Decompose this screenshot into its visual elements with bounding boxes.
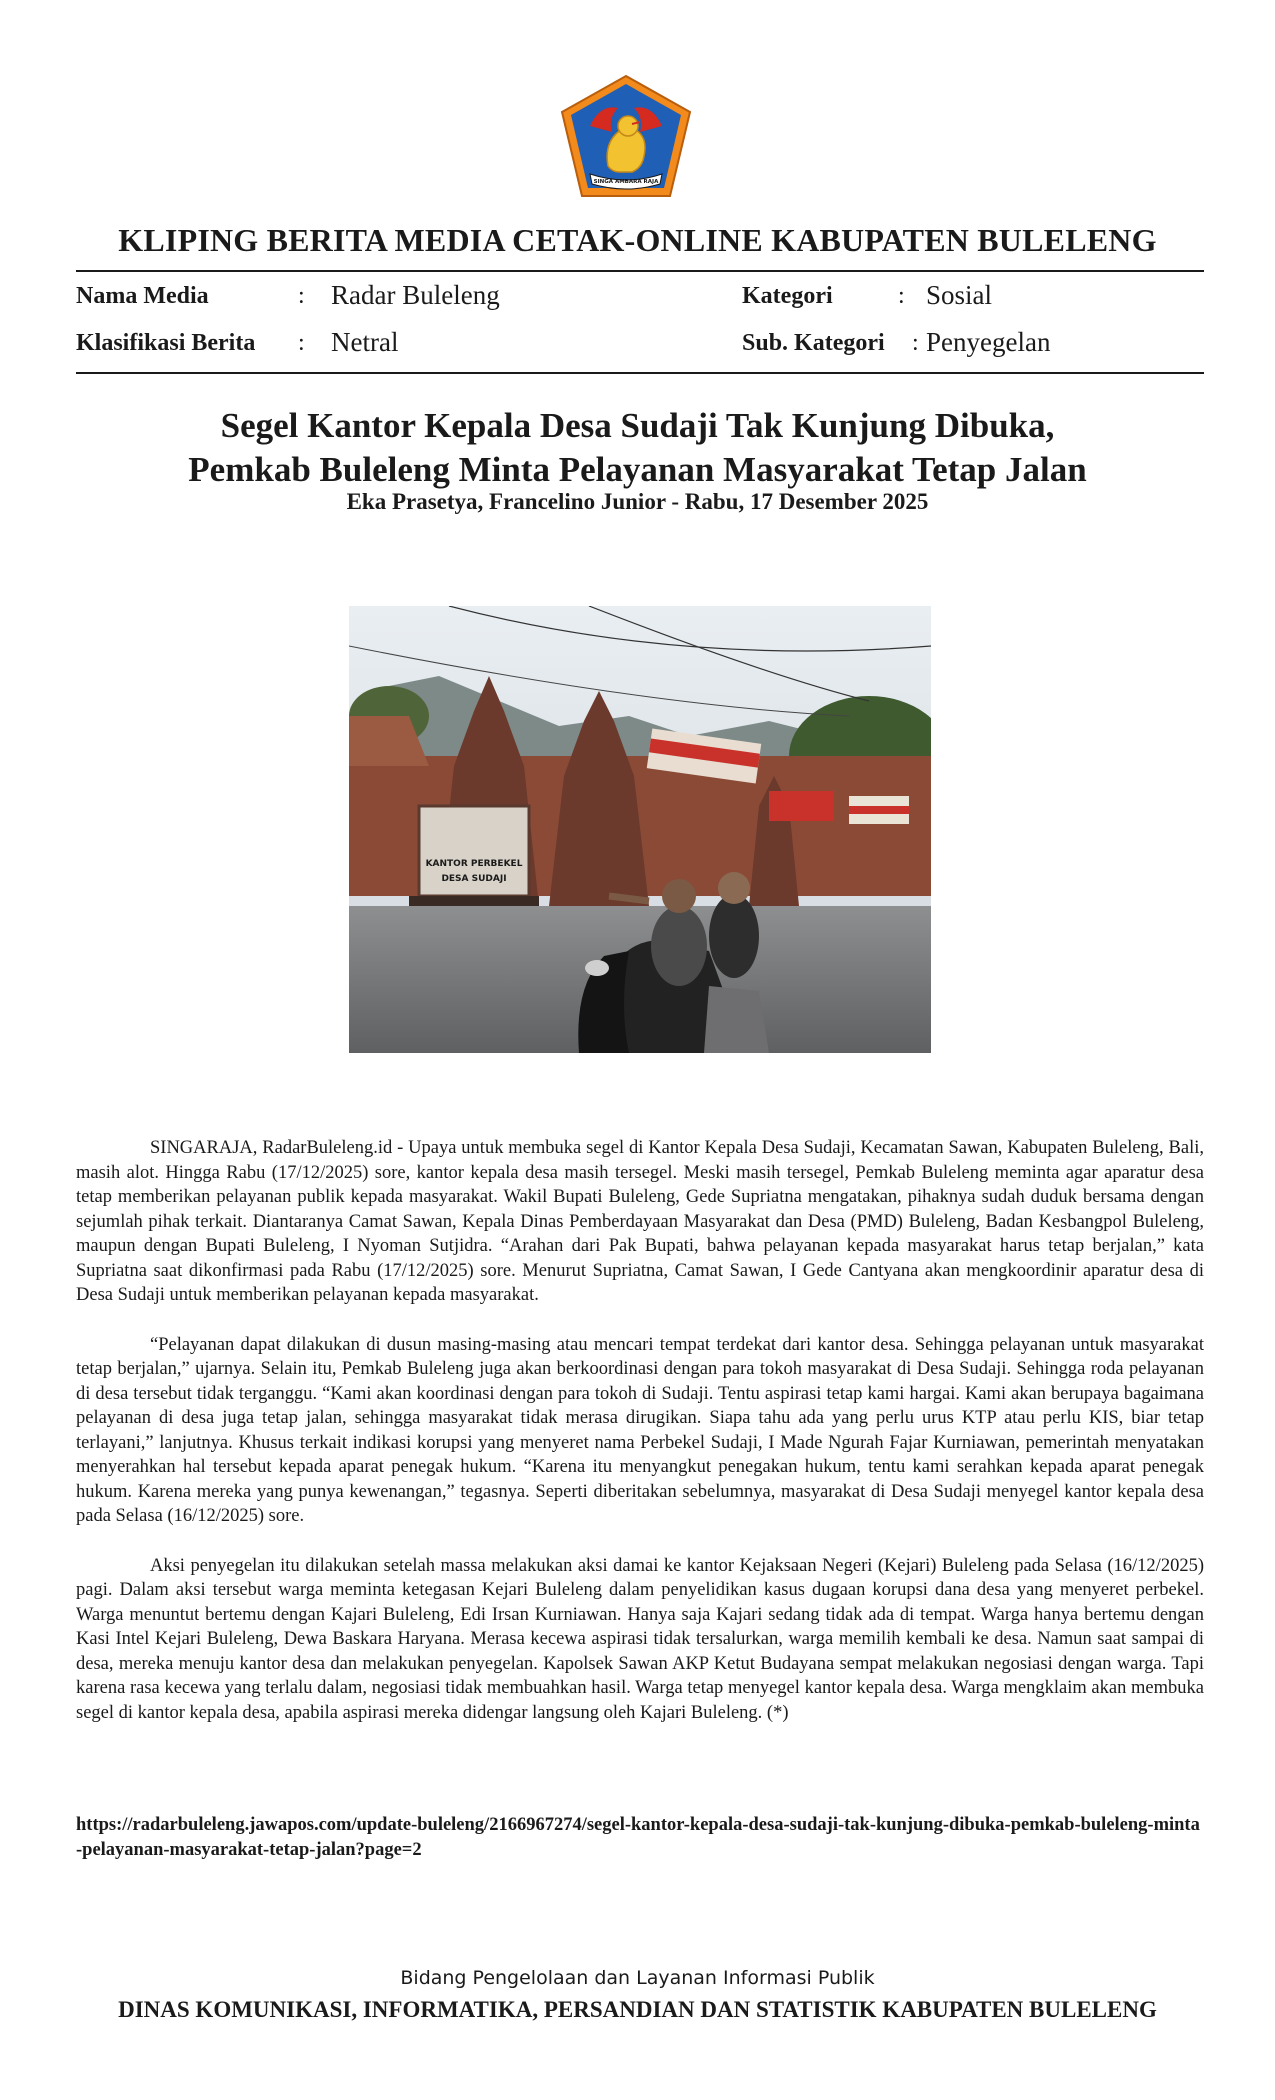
photo-sign-line-2: DESA SUDAJI: [441, 874, 507, 884]
header-rule-top: [76, 270, 1204, 272]
footer-unit: Bidang Pengelolaan dan Layanan Informasi Publik: [400, 1967, 875, 1989]
classification-value: Netral: [331, 327, 399, 357]
clipping-header-title: KLIPING BERITA MEDIA CETAK-ONLINE KABUPATEN BULELENG: [118, 222, 1157, 258]
media-value: Radar Buleleng: [331, 280, 500, 310]
category-label: Kategori: [742, 283, 833, 309]
article-paragraph-1: SINGARAJA, RadarBuleleng.id - Upaya untuk membuka segel di Kantor Kepala Desa Sudaji, Kecamatan Sawan, Kabupaten Buleleng, Bali, masih alot. Hingga Rabu (17/12/2025) sore, kantor kepala desa masih tersegel. Meski masih tersegel, Pemkab Buleleng meminta agar aparatur desa tetap memberikan pelayanan publik kepada masyarakat. Wakil Bupati Buleleng, Gede Supriatna mengatakan, pihaknya sudah duduk bersama dengan sejumlah pihak terkait. Diantaranya Camat Sawan, Kepala Dinas Pemberdayaan Masyarakat dan Desa (PMD) Buleleng, Badan Kesbangpol Buleleng, maupun dengan Bupati Buleleng, I Nyoman Sutjidra. “Arahan dari Pak Bupati, bahwa pelayanan kepada masyarakat harus tetap berjalan,” kata Supriatna saat dikonfirmasi pada Rabu (17/12/2025) sore. Menurut Supriatna, Camat Sawan, I Gede Cantyana akan mengkoordinir aparatur desa di Desa Sudaji untuk memberikan pelayanan kepada masyarakat.: [76, 1138, 1204, 1305]
article-photo: [349, 606, 931, 1053]
photo-sign-line-1: KANTOR PERBEKEL: [425, 859, 523, 869]
header-rule-bottom: [76, 372, 1204, 374]
buleleng-crest-logo: [560, 74, 692, 200]
headline-line-1: Segel Kantor Kepala Desa Sudaji Tak Kunjung Dibuka,: [220, 406, 1055, 445]
classification-label: Klasifikasi Berita: [76, 330, 256, 356]
article-byline: Eka Prasetya, Francelino Junior - Rabu, 17 Desember 2025: [346, 489, 929, 514]
subcategory-label: Sub. Kategori: [742, 330, 885, 356]
footer-agency: DINAS KOMUNIKASI, INFORMATIKA, PERSANDIAN DAN STATISTIK KABUPATEN BULELENG: [118, 1997, 1157, 2022]
category-colon: :: [898, 283, 905, 309]
article-paragraph-2: “Pelayanan dapat dilakukan di dusun masing-masing atau mencari tempat terdekat dari kantor desa. Sehingga pelayanan untuk masyarakat tetap berjalan,” ujarnya. Selain itu, Pemkab Buleleng juga akan berkoordinasi dengan para tokoh masyarakat di Desa Sudaji. Sehingga roda pelayanan di desa tersebut tidak terganggu. “Kami akan koordinasi dengan para tokoh di Sudaji. Tentu aspirasi tetap kami hargai. Kami akan berupaya bagaimana pelayanan di desa juga tetap jalan, sehingga masyarakat tidak merasa dirugikan. Siapa tahu ada yang perlu urus KTP atau perlu KIS, biar tetap terlayani,” lanjutnya. Khusus terkait indikasi korupsi yang menyeret nama Perbekel Sudaji, I Made Ngurah Fajar Kurniawan, pemerintah menyatakan menyerahkan hal tersebut kepada aparat penegak hukum. “Karena itu menyangkut penegakan hukum, tentu kami serahkan kepada aparat penegak hukum. Karena mereka yang punya kewenangan,” tegasnya. Seperti diberitakan sebelumnya, masyarakat di Desa Sudaji menyegel kantor kepala desa pada Selasa (16/12/2025) sore.: [76, 1334, 1204, 1526]
subcategory-value: Penyegelan: [926, 327, 1051, 357]
media-label: Nama Media: [76, 283, 209, 309]
subcategory-colon: :: [912, 330, 919, 356]
classification-colon: :: [298, 330, 305, 356]
logo-motto: SINGA AMBARA RAJA: [593, 179, 659, 185]
article-paragraph-3: Aksi penyegelan itu dilakukan setelah massa melakukan aksi damai ke kantor Kejaksaan Negeri (Kejari) Buleleng pada Selasa (16/12/2025) pagi. Dalam aksi tersebut warga meminta ketegasan Kejari Buleleng dalam penyelidikan kasus dugaan korupsi dana desa yang menyeret perbekel. Warga menuntut bertemu dengan Kajari Buleleng, Edi Irsan Kurniawan. Hanya saja Kajari sedang tidak ada di tempat. Warga hanya bertemu dengan Kasi Intel Kejari Buleleng, Dewa Baskara Haryana. Merasa kecewa aspirasi tidak tersalurkan, warga memilih kembali ke desa. Namun saat sampai di desa, mereka menuju kantor desa dan melakukan penyegelan. Kapolsek Sawan AKP Ketut Budayana sempat melakukan negosiasi dengan warga. Tapi karena rasa kecewa yang terlalu dalam, negosiasi tidak membuahkan hasil. Warga tetap menyegel kantor kepala desa. Warga mengklaim akan membuka segel di kantor kepala desa, apabila aspirasi mereka didengar langsung oleh Kajari Buleleng. (*): [76, 1555, 1204, 1723]
category-value: Sosial: [926, 280, 993, 310]
article-body: [76, 1136, 1204, 1750]
media-colon: :: [298, 283, 305, 309]
source-url-link[interactable]: https://radarbuleleng.jawapos.com/update-buleleng/2166967274/segel-kantor-kepala-desa-sudaji-tak-kunjung-dibuka-pemkab-buleleng-minta-pelayanan-masyarakat-tetap-jalan?page=2: [76, 1815, 1200, 1860]
article-headline: [0, 404, 1275, 492]
headline-line-2: Pemkab Buleleng Minta Pelayanan Masyarakat Tetap Jalan: [188, 450, 1087, 489]
